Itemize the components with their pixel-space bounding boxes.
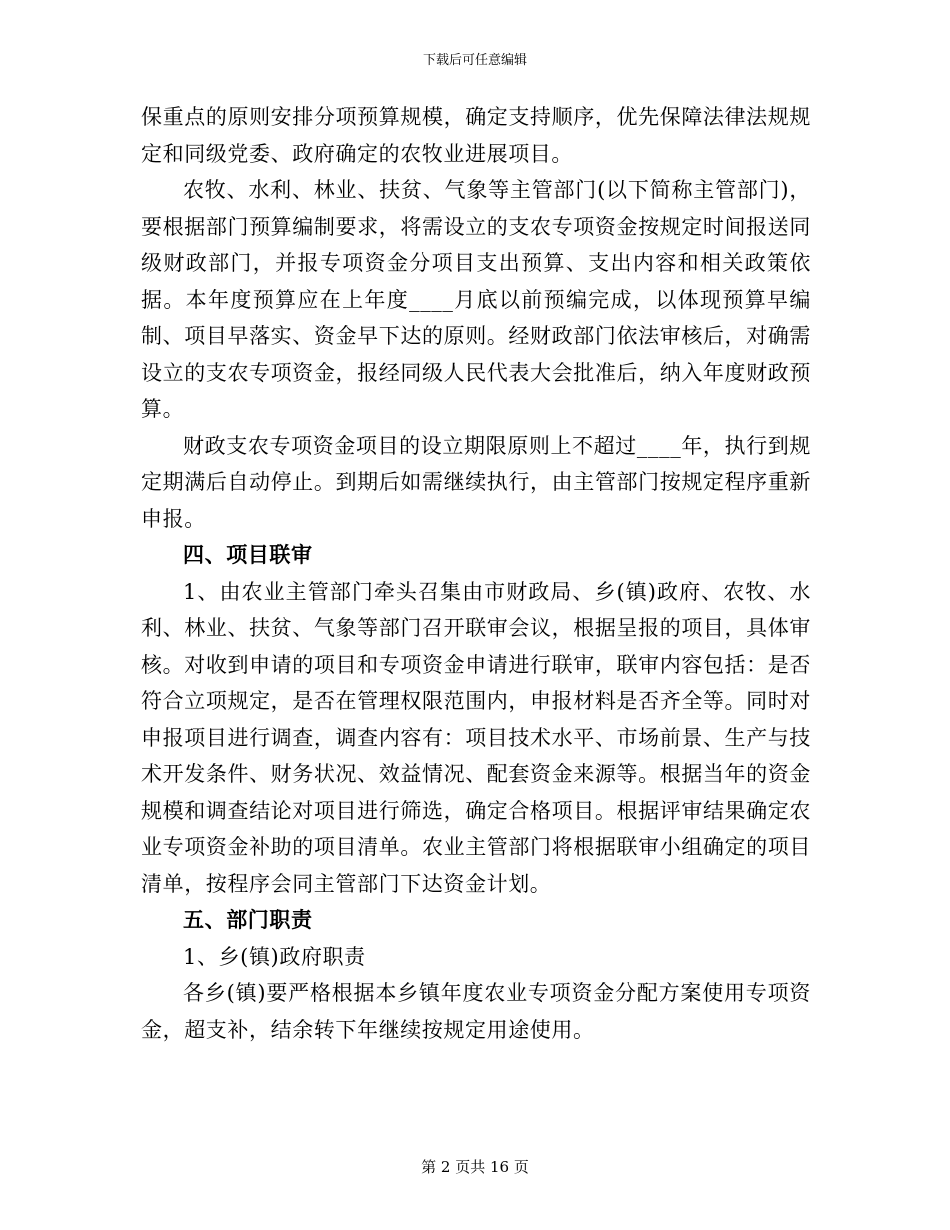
page-header: 下载后可任意编辑 bbox=[422, 53, 527, 68]
document-body bbox=[141, 99, 811, 1048]
paragraph-budget-submission: 农牧、水利、林业、扶贫、气象等主管部门(以下简称主管部门)，要根据部门预算编制要求，将需设立的支农专项资金按规定时间报送同级财政部门，并报专项资金分项目支出预算、支出内容和相关政策依据。本年度预算应在上年度____月底以前预编完成，以体现预算早编制、项目早落实、资金早下达的原则。经财政部门依法审核后，对确需设立的支农专项资金，报经同级人民代表大会批准后，纳入年度财政预算。 bbox=[141, 178, 811, 421]
paragraph-township-duties: 各乡(镇)要严格根据本乡镇年度农业专项资金分配方案使用专项资金，超支补，结余转下年继续按规定用途使用。 bbox=[141, 981, 811, 1042]
section-heading-duties: 五、部门职责 bbox=[183, 907, 313, 932]
paragraph-continuation: 保重点的原则安排分项预算规模，确定支持顺序，优先保障法律法规规定和同级党委、政府确定的农牧业进展项目。 bbox=[141, 105, 811, 166]
section-heading-joint-review: 四、项目联审 bbox=[183, 542, 313, 567]
subheading-township-duties: 1、乡(镇)政府职责 bbox=[183, 944, 366, 969]
page-footer: 第 2 页共 16 页 bbox=[421, 1158, 529, 1176]
paragraph-joint-review: 1、由农业主管部门牵头召集由市财政局、乡(镇)政府、农牧、水利、林业、扶贫、气象等部门召开联审会议，根据呈报的项目，具体审核。对收到申请的项目和专项资金申请进行联审，联审内容包括：是否符合立项规定，是否在管理权限范围内，申报材料是否齐全等。同时对申报项目进行调查，调查内容有：项目技术水平、市场前景、生产与技术开发条件、财务状况、效益情况、配套资金来源等。根据当年的资金规模和调查结论对项目进行筛选，确定合格项目。根据评审结果确定农业专项资金补助的项目清单。农业主管部门将根据联审小组确定的项目清单，按程序会同主管部门下达资金计划。 bbox=[141, 579, 811, 896]
paragraph-term-limit: 财政支农专项资金项目的设立期限原则上不超过____年，执行到规定期满后自动停止。到期后如需继续执行，由主管部门按规定程序重新申报。 bbox=[141, 433, 811, 531]
